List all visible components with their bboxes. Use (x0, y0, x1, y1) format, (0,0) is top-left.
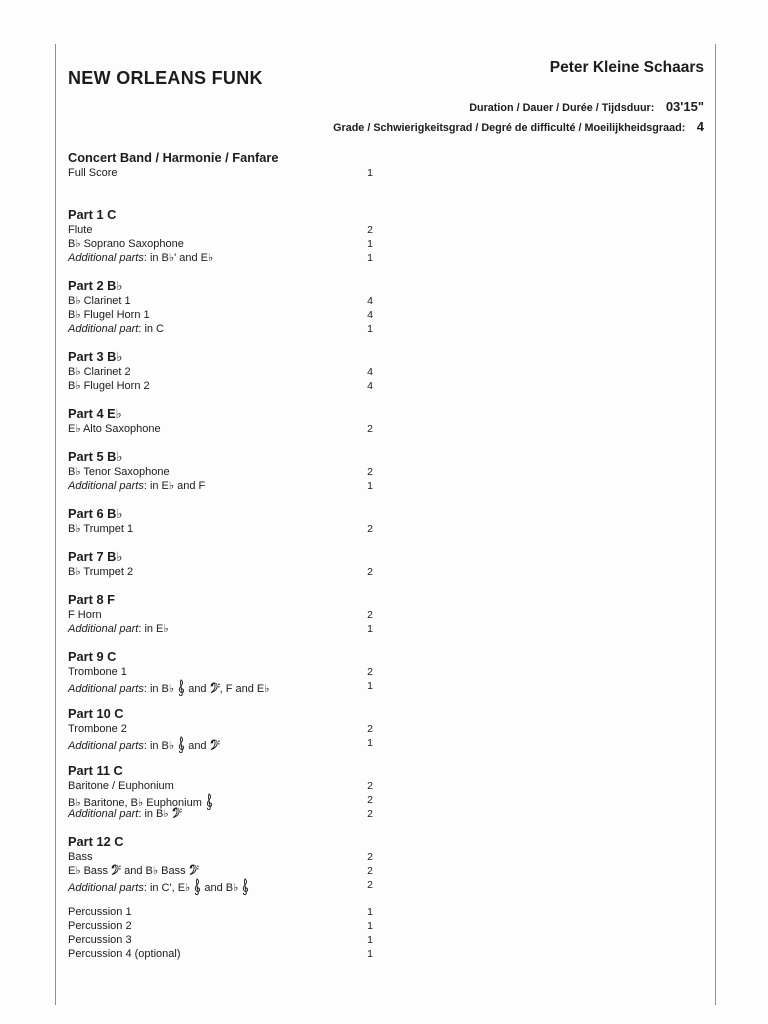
grade-value: 4 (696, 119, 704, 134)
instrument-row (68, 166, 398, 180)
part-heading: Part 1 C (68, 207, 117, 222)
part-heading: Part 9 C (68, 649, 117, 664)
part-heading: Part 6 B♭ (68, 506, 123, 521)
quantity-value: 4 (367, 366, 373, 378)
instrument-row (68, 807, 398, 821)
bass-clef-icon (189, 864, 199, 875)
part-section (68, 834, 398, 892)
part-section (68, 150, 398, 180)
part-heading: Part 3 B♭ (68, 349, 123, 364)
quantity-value: 1 (367, 906, 373, 918)
quantity-value: 4 (367, 380, 373, 392)
instrument-label: E♭ Alto Saxophone (68, 423, 161, 435)
instrument-label: Additional parts: in C', E♭ and B♭ (68, 878, 249, 895)
quantity-value: 2 (367, 808, 373, 820)
part-section (68, 592, 398, 636)
instrument-row (68, 665, 398, 679)
instrument-row (68, 850, 398, 864)
instrument-label: B♭ Trumpet 1 (68, 523, 134, 535)
duration-label: Duration / Dauer / Durée / Tijdsduur: (469, 102, 655, 114)
part-section (68, 449, 398, 493)
part-section (68, 406, 398, 436)
part-section (68, 549, 398, 579)
instrument-label: Percussion 3 (68, 934, 132, 946)
instrument-label: Trombone 2 (68, 723, 127, 735)
instrument-row (68, 608, 398, 622)
instrument-row (68, 237, 398, 251)
meta-block (333, 97, 704, 137)
instrument-row (68, 919, 398, 933)
instrument-row (68, 565, 398, 579)
quantity-value: 2 (367, 794, 373, 806)
instrument-label: E♭ Bass and B♭ Bass (68, 864, 199, 878)
part-heading: Part 5 B♭ (68, 449, 123, 464)
quantity-value: 1 (367, 680, 373, 692)
instrument-row (68, 779, 398, 793)
part-heading: Part 2 B♭ (68, 278, 123, 293)
instrument-row (68, 522, 398, 536)
instrument-row (68, 793, 398, 807)
part-section (68, 207, 398, 265)
quantity-value: 2 (367, 666, 373, 678)
instrument-row (68, 322, 398, 336)
instrument-label: B♭ Trumpet 2 (68, 566, 134, 578)
part-heading: Part 7 B♭ (68, 549, 123, 564)
instrument-label: Additional part: in B♭ (68, 807, 182, 821)
quantity-value: 2 (367, 780, 373, 792)
instrument-row (68, 622, 398, 636)
instrument-label: Additional parts: in B♭ and , F and E♭ (68, 679, 269, 696)
instrument-label: B♭ Flugel Horn 1 (68, 309, 150, 321)
quantity-value: 2 (367, 523, 373, 535)
duration-value: 03'15" (665, 99, 704, 114)
instrument-label: Flute (68, 224, 93, 236)
instrument-label: B♭ Clarinet 2 (68, 366, 131, 378)
instrument-label: Additional part: in C (68, 323, 165, 335)
instrument-row (68, 679, 398, 693)
instrument-label: F Horn (68, 609, 102, 621)
instrument-row (68, 864, 398, 878)
part-heading: Part 8 F (68, 592, 115, 607)
bass-clef-icon (111, 864, 121, 875)
instrument-label: Additional parts: in B♭' and E♭ (68, 252, 214, 264)
part-section (68, 506, 398, 536)
instrument-row (68, 308, 398, 322)
instrument-row (68, 365, 398, 379)
part-section (68, 649, 398, 693)
treble-clef-icon (177, 736, 185, 753)
instrument-label: B♭ Baritone, B♭ Euphonium (68, 793, 213, 810)
instrument-row (68, 722, 398, 736)
quantity-value: 1 (367, 623, 373, 635)
quantity-value: 1 (367, 252, 373, 264)
composer-name: Peter Kleine Schaars (549, 59, 704, 76)
quantity-value: 4 (367, 309, 373, 321)
part-section (68, 763, 398, 821)
instrument-row (68, 947, 398, 961)
quantity-value: 2 (367, 566, 373, 578)
instrument-label: Additional part: in E♭ (68, 623, 169, 635)
instrument-row (68, 251, 398, 265)
instrument-row (68, 479, 398, 493)
instrument-row (68, 379, 398, 393)
bass-clef-icon (210, 739, 220, 750)
instrument-row (68, 294, 398, 308)
part-heading: Part 11 C (68, 763, 123, 778)
quantity-value: 1 (367, 948, 373, 960)
quantity-value: 2 (367, 865, 373, 877)
quantity-value: 1 (367, 323, 373, 335)
instrument-label: B♭ Tenor Saxophone (68, 466, 170, 478)
part-section (68, 349, 398, 393)
part-section (68, 706, 398, 750)
duration-line (333, 97, 704, 117)
page-title: NEW ORLEANS FUNK (68, 68, 263, 89)
instrument-label: Percussion 2 (68, 920, 132, 932)
part-heading: Part 12 C (68, 834, 124, 849)
instrument-label: B♭ Flugel Horn 2 (68, 380, 150, 392)
quantity-value: 1 (367, 737, 373, 749)
quantity-value: 2 (367, 466, 373, 478)
quantity-value: 2 (367, 723, 373, 735)
instrument-label: Percussion 4 (optional) (68, 948, 181, 960)
part-heading: Part 10 C (68, 706, 124, 721)
quantity-value: 1 (367, 480, 373, 492)
instrument-row (68, 465, 398, 479)
treble-clef-icon (177, 679, 185, 696)
instrument-label: Baritone / Euphonium (68, 780, 174, 792)
bass-clef-icon (210, 682, 220, 693)
part-section (68, 905, 398, 961)
bass-clef-icon (172, 807, 182, 818)
grade-label: Grade / Schwierigkeitsgrad / Degré de difficulté / Moeilijkheidsgraad: (333, 122, 686, 134)
right-page-rule (715, 44, 716, 1005)
instrument-row (68, 905, 398, 919)
part-heading: Concert Band / Harmonie / Fanfare (68, 150, 279, 165)
part-heading: Part 4 E♭ (68, 406, 122, 421)
quantity-value: 2 (367, 224, 373, 236)
quantity-value: 2 (367, 609, 373, 621)
quantity-value: 4 (367, 295, 373, 307)
instrument-row (68, 736, 398, 750)
instrument-label: B♭ Soprano Saxophone (68, 238, 184, 250)
quantity-value: 2 (367, 851, 373, 863)
instrument-label: Additional parts: in E♭ and F (68, 480, 206, 492)
instrument-label: Bass (68, 851, 93, 863)
quantity-value: 2 (367, 879, 373, 891)
quantity-value: 1 (367, 238, 373, 250)
instrument-label: Additional parts: in B♭ and (68, 736, 220, 753)
instrumentation-list (68, 150, 398, 961)
quantity-value: 1 (367, 934, 373, 946)
instrument-row (68, 223, 398, 237)
instrument-label: Trombone 1 (68, 666, 127, 678)
part-section (68, 278, 398, 336)
quantity-value: 1 (367, 167, 373, 179)
instrument-row (68, 422, 398, 436)
quantity-value: 2 (367, 423, 373, 435)
instrument-label: Percussion 1 (68, 906, 132, 918)
instrument-label: B♭ Clarinet 1 (68, 295, 131, 307)
instrument-row (68, 933, 398, 947)
left-page-rule (55, 44, 56, 1005)
instrument-label: Full Score (68, 167, 118, 179)
quantity-value: 1 (367, 920, 373, 932)
grade-line (333, 117, 704, 137)
treble-clef-icon (241, 878, 249, 895)
instrument-row (68, 878, 398, 892)
